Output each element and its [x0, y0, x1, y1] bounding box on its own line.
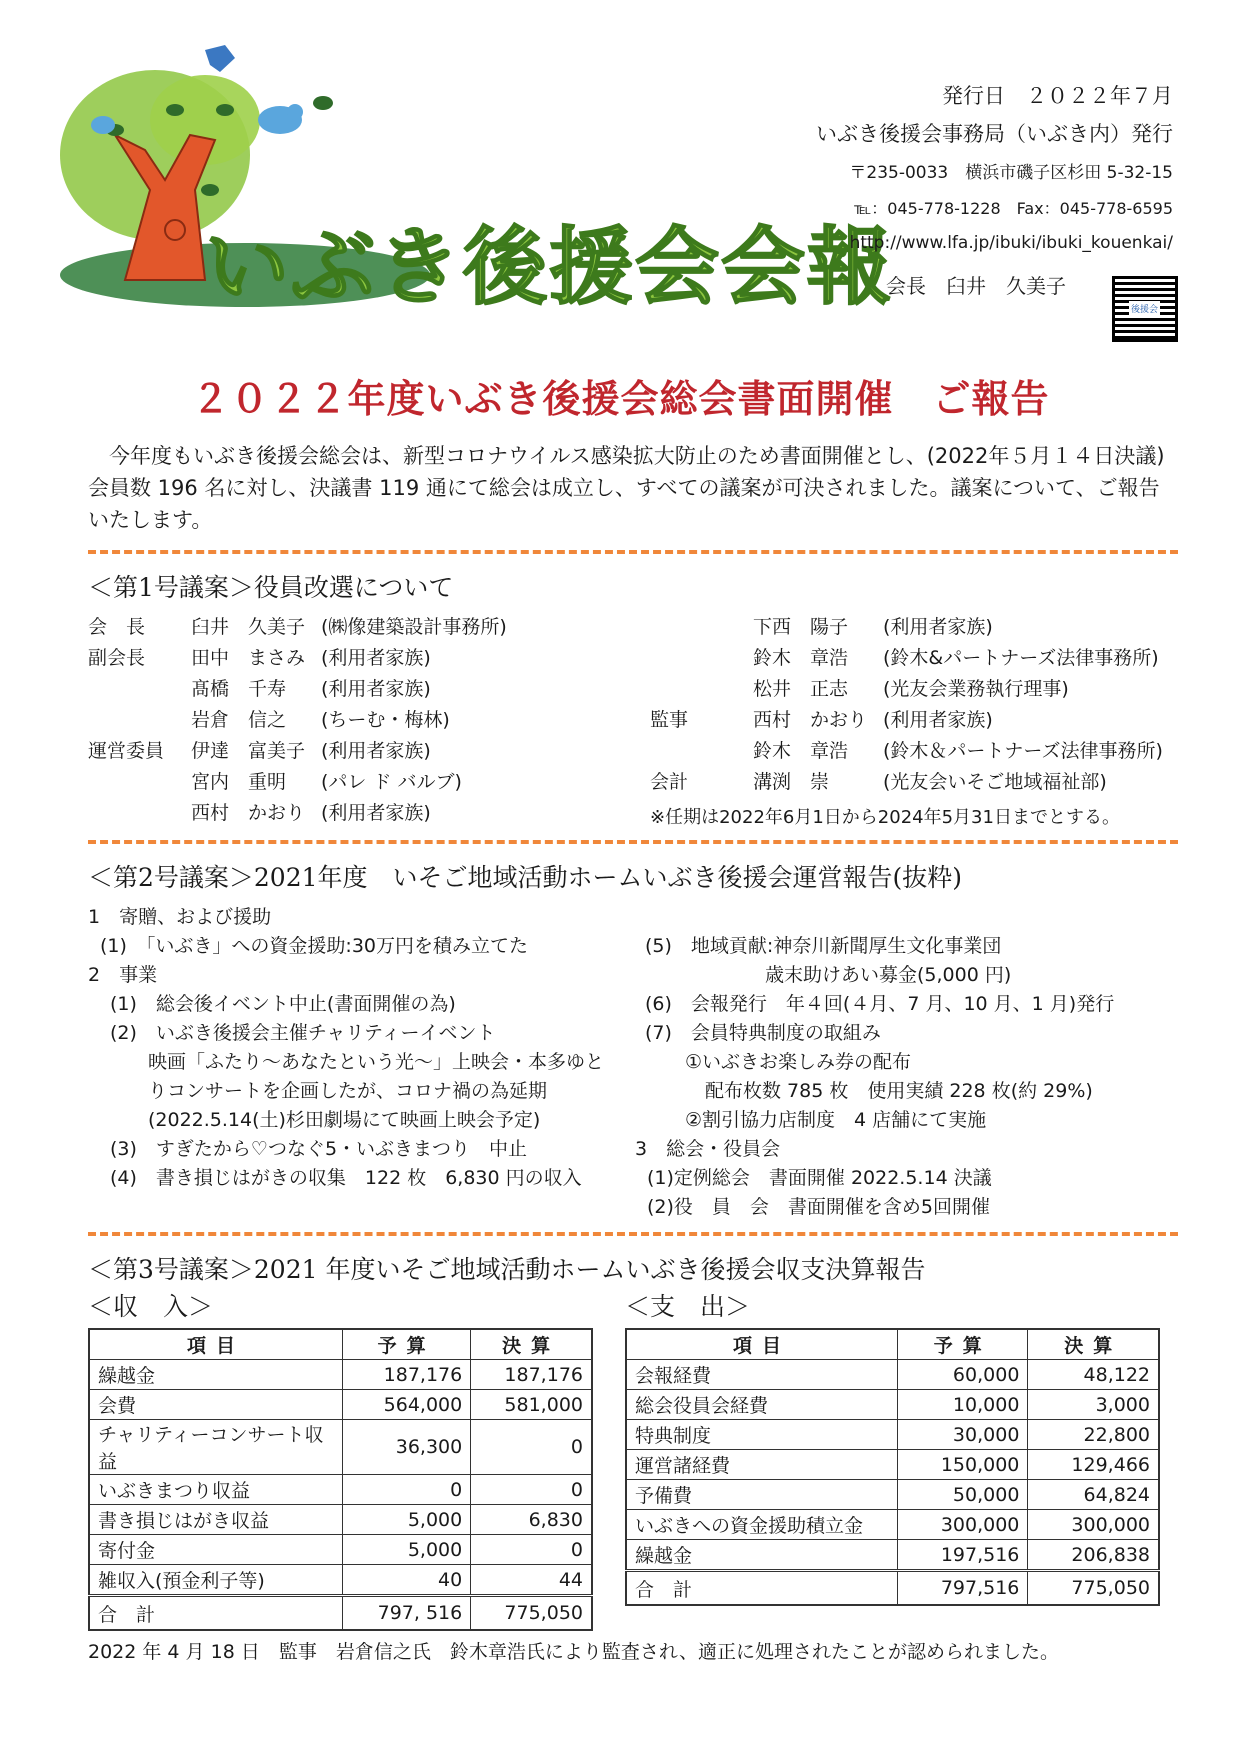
- table-row: [89, 1360, 592, 1390]
- leaf: [166, 104, 184, 116]
- cell-item: 繰越金: [626, 1540, 898, 1571]
- report-line: (2)役 員 会 書面開催を含め5回開催: [647, 1196, 991, 1218]
- cell-actual: 0: [471, 1420, 592, 1475]
- table-row: [626, 1420, 1159, 1450]
- blue-bird-icon: [258, 96, 333, 134]
- cell-item: 運営諸経費: [626, 1450, 898, 1480]
- cell-actual: 300,000: [1028, 1510, 1159, 1540]
- cell-actual: 6,830: [471, 1505, 592, 1535]
- officer-org: (利用者家族): [321, 740, 431, 762]
- report-line: (3) すぎたから♡つなぐ5・いぶきまつり 中止: [110, 1138, 528, 1160]
- report-line: (1) 「いぶき」への資金援助:30万円を積み立てた: [100, 935, 528, 957]
- officer-name: 西村 かおり: [191, 802, 306, 824]
- cell-budget: 5,000: [343, 1505, 471, 1535]
- total-label: 合 計: [626, 1571, 898, 1606]
- officer-org: (利用者家族): [321, 647, 431, 669]
- officer-name: 伊達 富美子: [191, 740, 306, 762]
- cell-actual: 187,176: [471, 1360, 592, 1390]
- report-line: りコンサートを企画したが、コロナ禍の為延期: [148, 1080, 548, 1102]
- website-url[interactable]: http://www.lfa.jp/ibuki/ibuki_kouenkai/: [849, 233, 1173, 253]
- report-line: (1)定例総会 書面開催 2022.5.14 決議: [647, 1167, 992, 1189]
- officer-name: 宮内 重明: [191, 771, 287, 793]
- total-budget: 797,516: [898, 1571, 1028, 1606]
- officer-org: (㈱像建築設計事務所): [321, 616, 507, 638]
- total-label: 合 計: [89, 1596, 343, 1631]
- cell-actual: 48,122: [1028, 1360, 1159, 1390]
- table-row: [89, 1390, 592, 1420]
- table-row: [89, 1535, 592, 1565]
- qr-label: 後援会: [1129, 301, 1160, 316]
- officer-org: (鈴木＆パートナーズ法律事務所): [883, 740, 1163, 762]
- report-line: (2) いぶき後援会主催チャリティーイベント: [110, 1022, 496, 1044]
- publisher: いぶき後援会事務局（いぶき内）発行: [816, 122, 1173, 146]
- officer-role: 監事: [650, 709, 689, 731]
- report-line: (7) 会員特典制度の取組み: [645, 1022, 881, 1044]
- cell-item: 会報経費: [626, 1360, 898, 1390]
- cell-budget: 0: [343, 1475, 471, 1505]
- table-row: [89, 1565, 592, 1596]
- cell-budget: 197,516: [898, 1540, 1028, 1571]
- table-header-row: [626, 1329, 1159, 1360]
- income-table: [88, 1328, 593, 1631]
- income-label: ＜収 入＞: [88, 1292, 214, 1321]
- address: 〒235-0033 横浜市磯子区杉田 5-32-15: [849, 163, 1173, 183]
- cell-actual: 0: [471, 1475, 592, 1505]
- col-budget: 予算: [898, 1329, 1028, 1360]
- cell-budget: 5,000: [343, 1535, 471, 1565]
- table-row: [89, 1420, 592, 1475]
- report-line: (6) 会報発行 年４回(４月、7 月、10 月、1 月)発行: [645, 993, 1115, 1015]
- officer-name: 西村 かおり: [753, 709, 868, 731]
- cell-budget: 187,176: [343, 1360, 471, 1390]
- newsletter-logo-title: いぶき後援会会報: [205, 218, 894, 316]
- table-row: [626, 1450, 1159, 1480]
- dashed-divider: [88, 840, 1178, 844]
- cell-budget: 36,300: [343, 1420, 471, 1475]
- cell-item: いぶきまつり収益: [89, 1475, 343, 1505]
- officer-org: (パレ ド バルブ): [321, 771, 462, 793]
- report-line: 映画「ふたり～あなたという光～」上映会・本多ゆと: [148, 1051, 605, 1073]
- expense-label: ＜支 出＞: [625, 1292, 751, 1321]
- report-line: (5) 地域貢献:神奈川新聞厚生文化事業団: [645, 935, 1002, 957]
- officer-role: 副会長: [88, 647, 146, 669]
- officer-name: 田中 まさみ: [191, 647, 306, 669]
- tel-fax: ℡：045-778-1228 Fax：045-778-6595: [854, 199, 1173, 218]
- expense-table: [625, 1328, 1160, 1606]
- audit-note: 2022 年 4 月 18 日 監事 岩倉信之氏 鈴木章浩氏により監査され、適正に処理されたことが認められました。: [88, 1641, 1059, 1663]
- officer-name: 臼井 久美子: [191, 616, 306, 638]
- report-line: 歳末助けあい募金(5,000 円): [765, 964, 1012, 986]
- officer-name: 松井 正志: [753, 678, 849, 700]
- report-line: ②割引協力店制度 4 店舗にて実施: [685, 1109, 987, 1131]
- cell-actual: 64,824: [1028, 1480, 1159, 1510]
- col-actual: 決算: [1028, 1329, 1159, 1360]
- cell-budget: 10,000: [898, 1390, 1028, 1420]
- cell-item: 書き損じはがき収益: [89, 1505, 343, 1535]
- cell-item: 寄付金: [89, 1535, 343, 1565]
- table-row: [626, 1480, 1159, 1510]
- col-item: 項目: [626, 1329, 898, 1360]
- dashed-divider: [88, 550, 1178, 554]
- agenda2-title: ＜第2号議案＞2021年度 いそご地域活動ホームいぶき後援会運営報告(抜粋): [88, 863, 963, 892]
- officer-role: 運営委員: [88, 740, 165, 762]
- cell-actual: 206,838: [1028, 1540, 1159, 1571]
- dashed-divider: [88, 1232, 1178, 1236]
- cell-actual: 0: [471, 1535, 592, 1565]
- total-row: [89, 1596, 592, 1631]
- agenda1-title: ＜第1号議案＞役員改選について: [88, 573, 454, 602]
- cell-actual: 22,800: [1028, 1420, 1159, 1450]
- officer-org: (ちーむ・梅林): [321, 709, 450, 731]
- officer-name: 鈴木 章浩: [753, 647, 849, 669]
- cell-item: いぶきへの資金援助積立金: [626, 1510, 898, 1540]
- report-line: 1 寄贈、および援助: [88, 906, 272, 928]
- table-row: [626, 1390, 1159, 1420]
- report-line: (4) 書き損じはがきの収集 122 枚 6,830 円の収入: [110, 1167, 582, 1189]
- table-row: [626, 1360, 1159, 1390]
- term-note: ※任期は2022年6月1日から2024年5月31日までとする。: [650, 807, 1120, 828]
- cell-item: 特典制度: [626, 1420, 898, 1450]
- officer-name: 髙橋 千寿: [191, 678, 287, 700]
- report-line: ①いぶきお楽しみ券の配布: [685, 1051, 912, 1073]
- col-item: 項目: [89, 1329, 343, 1360]
- total-actual: 775,050: [471, 1596, 592, 1631]
- cell-item: 総会役員会経費: [626, 1390, 898, 1420]
- officer-org: (利用者家族): [883, 709, 993, 731]
- cell-budget: 60,000: [898, 1360, 1028, 1390]
- cell-item: 予備費: [626, 1480, 898, 1510]
- total-budget: 797, 516: [343, 1596, 471, 1631]
- report-line: 3 総会・役員会: [635, 1138, 781, 1160]
- col-budget: 予算: [343, 1329, 471, 1360]
- cell-actual: 129,466: [1028, 1450, 1159, 1480]
- cell-item: 繰越金: [89, 1360, 343, 1390]
- officer-role: 会計: [650, 771, 689, 793]
- main-title: ２０２２年度いぶき後援会総会書面開催 ご報告: [191, 376, 1050, 421]
- report-line: (1) 総会後イベント中止(書面開催の為): [110, 993, 456, 1015]
- total-actual: 775,050: [1028, 1571, 1159, 1606]
- officer-org: (利用者家族): [883, 616, 993, 638]
- cell-item: チャリティーコンサート収益: [89, 1420, 343, 1475]
- report-line: 配布枚数 785 枚 使用実績 228 枚(約 29%): [705, 1080, 1093, 1102]
- report-line: 2 事業: [88, 964, 158, 986]
- intro-paragraph: 今年度もいぶき後援会総会は、新型コロナウイルス感染拡大防止のため書面開催とし、(2022年５月１４日決議) 会員数 196 名に対し、決議書 119 通にて総会は成立し、すべての議案が可決されました。議案について、ご報告いたします。: [88, 444, 1165, 532]
- chairperson: 会長 臼井 久美子: [886, 274, 1066, 298]
- agenda3-title: ＜第3号議案＞2021 年度いそご地域活動ホームいぶき後援会収支決算報告: [88, 1255, 926, 1284]
- officer-org: (鈴木&パートナーズ法律事務所): [883, 647, 1159, 669]
- issue-date: 発行日 ２０２２年７月: [942, 84, 1173, 108]
- officer-name: 下西 陽子: [753, 616, 849, 638]
- table-row: [626, 1510, 1159, 1540]
- cell-budget: 564,000: [343, 1390, 471, 1420]
- cell-actual: 44: [471, 1565, 592, 1596]
- officer-org: (利用者家族): [321, 678, 431, 700]
- officer-name: 岩倉 信之: [191, 709, 287, 731]
- col-actual: 決算: [471, 1329, 592, 1360]
- officer-name: 溝渕 崇: [753, 771, 830, 793]
- cell-actual: 581,000: [471, 1390, 592, 1420]
- officer-org: (光友会いそご地域福祉部): [883, 771, 1107, 793]
- table-row: [89, 1505, 592, 1535]
- table-row: [626, 1540, 1159, 1571]
- cell-budget: 150,000: [898, 1450, 1028, 1480]
- cell-item: 会費: [89, 1390, 343, 1420]
- cell-actual: 3,000: [1028, 1390, 1159, 1420]
- officer-role: 会 長: [88, 616, 146, 638]
- cell-budget: 300,000: [898, 1510, 1028, 1540]
- report-line: (2022.5.14(土)杉田劇場にて映画上映会予定): [148, 1109, 541, 1131]
- officer-name: 鈴木 章浩: [753, 740, 849, 762]
- officer-org: (光友会業務執行理事): [883, 678, 1069, 700]
- table-header-row: [89, 1329, 592, 1360]
- table-row: [89, 1475, 592, 1505]
- cell-budget: 30,000: [898, 1420, 1028, 1450]
- blue-bird-icon: [91, 116, 115, 134]
- cell-budget: 40: [343, 1565, 471, 1596]
- cell-item: 雑収入(預金利子等): [89, 1565, 343, 1596]
- cell-budget: 50,000: [898, 1480, 1028, 1510]
- total-row: [626, 1571, 1159, 1606]
- officer-org: (利用者家族): [321, 802, 431, 824]
- blue-bird-icon: [205, 45, 235, 72]
- qr-code[interactable]: [1112, 276, 1178, 342]
